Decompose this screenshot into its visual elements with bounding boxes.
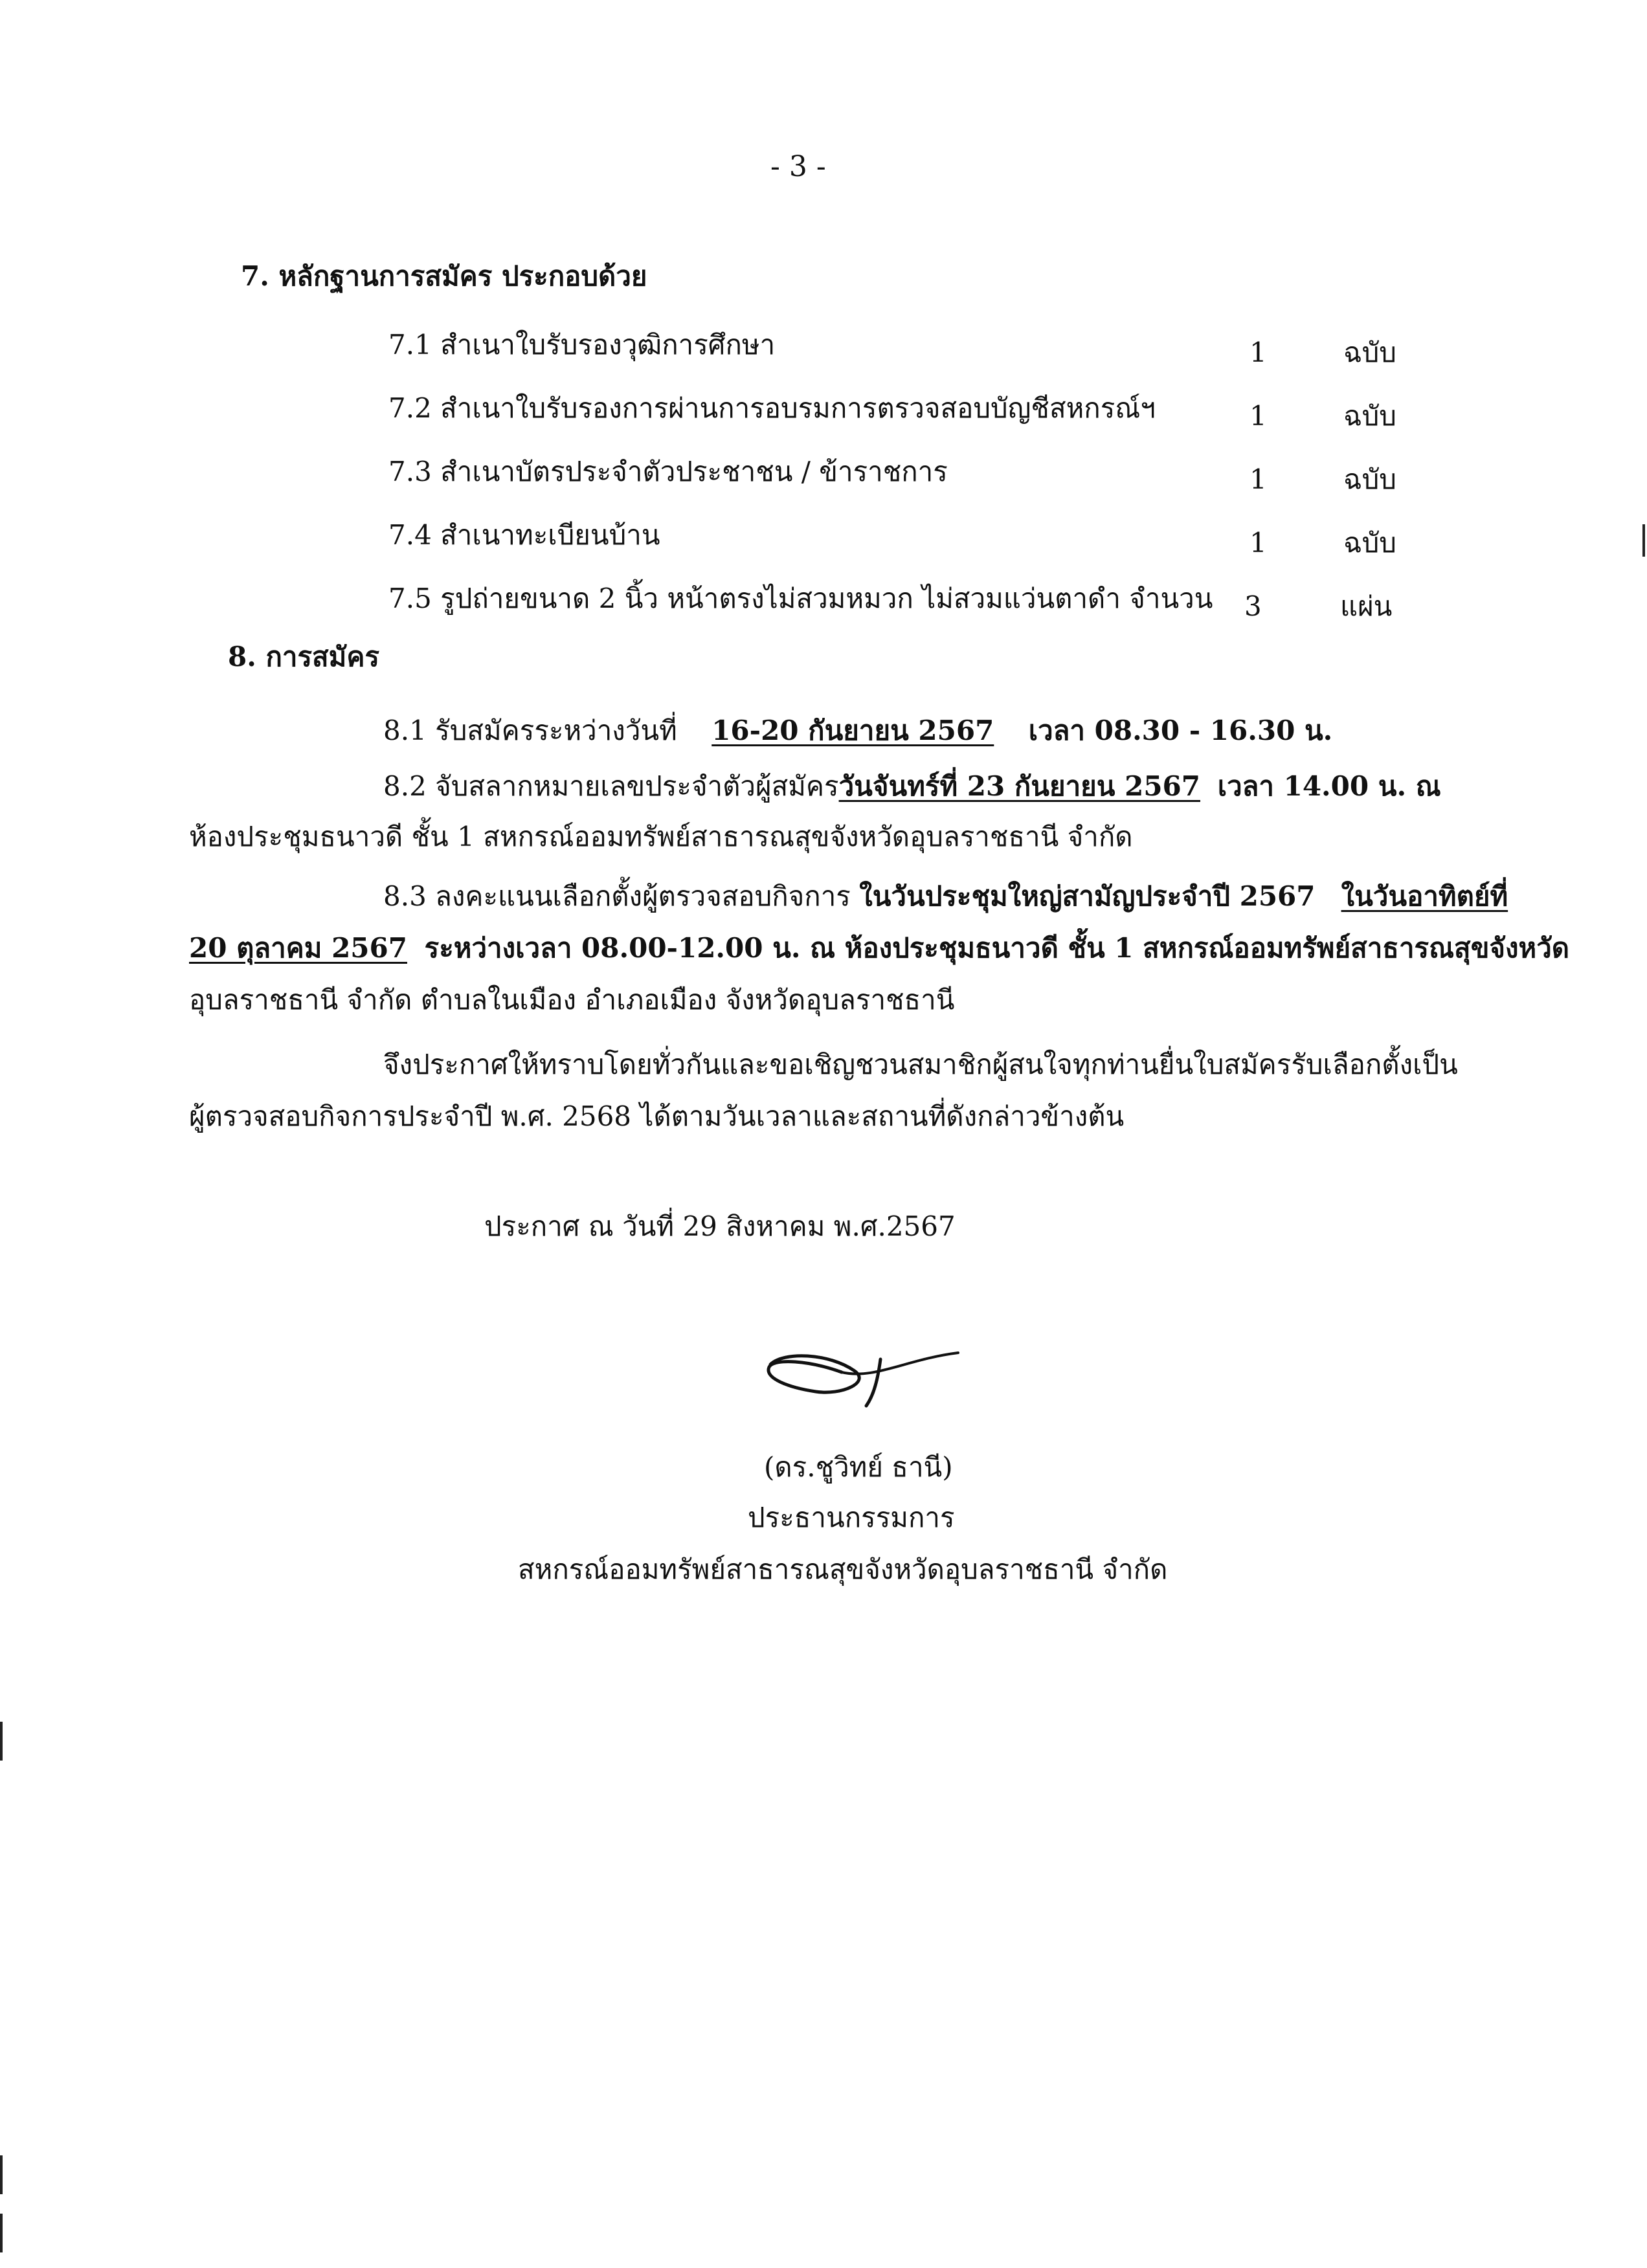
- item-label: 7.1 สำเนาใบรับรองวุฒิการศึกษา: [388, 329, 776, 361]
- section8-item2: [383, 770, 1441, 803]
- item1-date: 16-20 กันยายน 2567: [711, 715, 994, 746]
- signer-name: (ดร.ชูวิทย์ ธานี): [764, 1451, 953, 1483]
- section7-heading: 7. หลักฐานการสมัคร ประกอบด้วย: [241, 260, 647, 292]
- item3-line2-rest: ระหว่างเวลา 08.00-12.00 น. ณ ห้องประชุมธนาวดี ชั้น 1 สหกรณ์ออมทรัพย์สาธารณสุขจังหวัด: [424, 932, 1570, 964]
- item2-time: เวลา 14.00 น. ณ: [1217, 770, 1441, 802]
- item-unit: ฉบับ: [1343, 463, 1396, 495]
- scan-mark: [0, 2155, 3, 2194]
- item-quantity: 1: [1249, 527, 1267, 559]
- signer-position: ประธานกรรมการ: [748, 1502, 955, 1533]
- closing-line2: ผู้ตรวจสอบกิจการประจำปี พ.ศ. 2568 ได้ตามวันเวลาและสถานที่ดังกล่าวข้างต้น: [189, 1100, 1125, 1132]
- item-label: 7.2 สำเนาใบรับรองการผ่านการอบรมการตรวจสอบบัญชีสหกรณ์ฯ: [388, 392, 1156, 424]
- item3-line3: อุบลราชธานี จำกัด ตำบลในเมือง อำเภอเมือง จังหวัดอุบลราชธานี: [189, 984, 955, 1016]
- signer-organization: สหกรณ์ออมทรัพย์สาธารณสุขจังหวัดอุบลราชธานี จำกัด: [518, 1553, 1168, 1585]
- item3-meeting: ในวันประชุมใหญ่สามัญประจำปี 2567: [859, 880, 1316, 912]
- item1-time: เวลา 08.30 - 16.30 น.: [1028, 715, 1333, 746]
- item2-date: วันจันทร์ที่ 23 กันยายน 2567: [838, 770, 1201, 802]
- section8-item3: [383, 880, 1508, 913]
- scan-mark: [1642, 524, 1645, 557]
- item-label: 7.4 สำเนาทะเบียนบ้าน: [388, 519, 660, 551]
- item-quantity: 1: [1249, 400, 1267, 432]
- page-number: - 3 -: [770, 150, 826, 183]
- item-quantity: 3: [1244, 590, 1262, 622]
- section8-heading: 8. การสมัคร: [228, 641, 380, 673]
- item2-prefix: 8.2 จับสลากหมายเลขประจำตัวผู้สมัคร: [383, 770, 839, 802]
- item1-prefix: 8.1 รับสมัครระหว่างวันที่: [383, 715, 677, 746]
- item-unit: ฉบับ: [1343, 337, 1396, 368]
- closing-line1: จึงประกาศให้ทราบโดยทั่วกันและขอเชิญชวนสมาชิกผู้สนใจทุกท่านยื่นใบสมัครรับเลือกตั้งเป็น: [383, 1049, 1458, 1080]
- scan-mark: [0, 2214, 3, 2252]
- item-label: 7.3 สำเนาบัตรประจำตัวประชาชน / ข้าราชการ: [388, 456, 948, 487]
- item3-day: ในวันอาทิตย์ที่: [1341, 880, 1508, 912]
- item-unit: แผ่น: [1340, 590, 1393, 622]
- item-unit: ฉบับ: [1343, 400, 1396, 432]
- item2-line2: ห้องประชุมธนาวดี ชั้น 1 สหกรณ์ออมทรัพย์สาธารณสุขจังหวัดอุบลราชธานี จำกัด: [189, 821, 1133, 852]
- item-quantity: 1: [1249, 463, 1267, 495]
- item3-date: 20 ตุลาคม 2567: [189, 932, 407, 964]
- item-label: 7.5 รูปถ่ายขนาด 2 นิ้ว หน้าตรงไม่สวมหมวก ไม่สวมแว่นตาดำ จำนวน: [388, 583, 1213, 614]
- handwritten-signature: [751, 1333, 984, 1411]
- item3-line2: [189, 932, 1569, 964]
- scan-mark: [0, 1722, 3, 1761]
- item-unit: ฉบับ: [1343, 527, 1396, 559]
- section8-item1: [383, 715, 1332, 747]
- item-quantity: 1: [1249, 337, 1267, 368]
- announce-date: ประกาศ ณ วันที่ 29 สิงหาคม พ.ศ.2567: [484, 1210, 956, 1242]
- item3-prefix: 8.3 ลงคะแนนเลือกตั้งผู้ตรวจสอบกิจการ: [383, 880, 851, 912]
